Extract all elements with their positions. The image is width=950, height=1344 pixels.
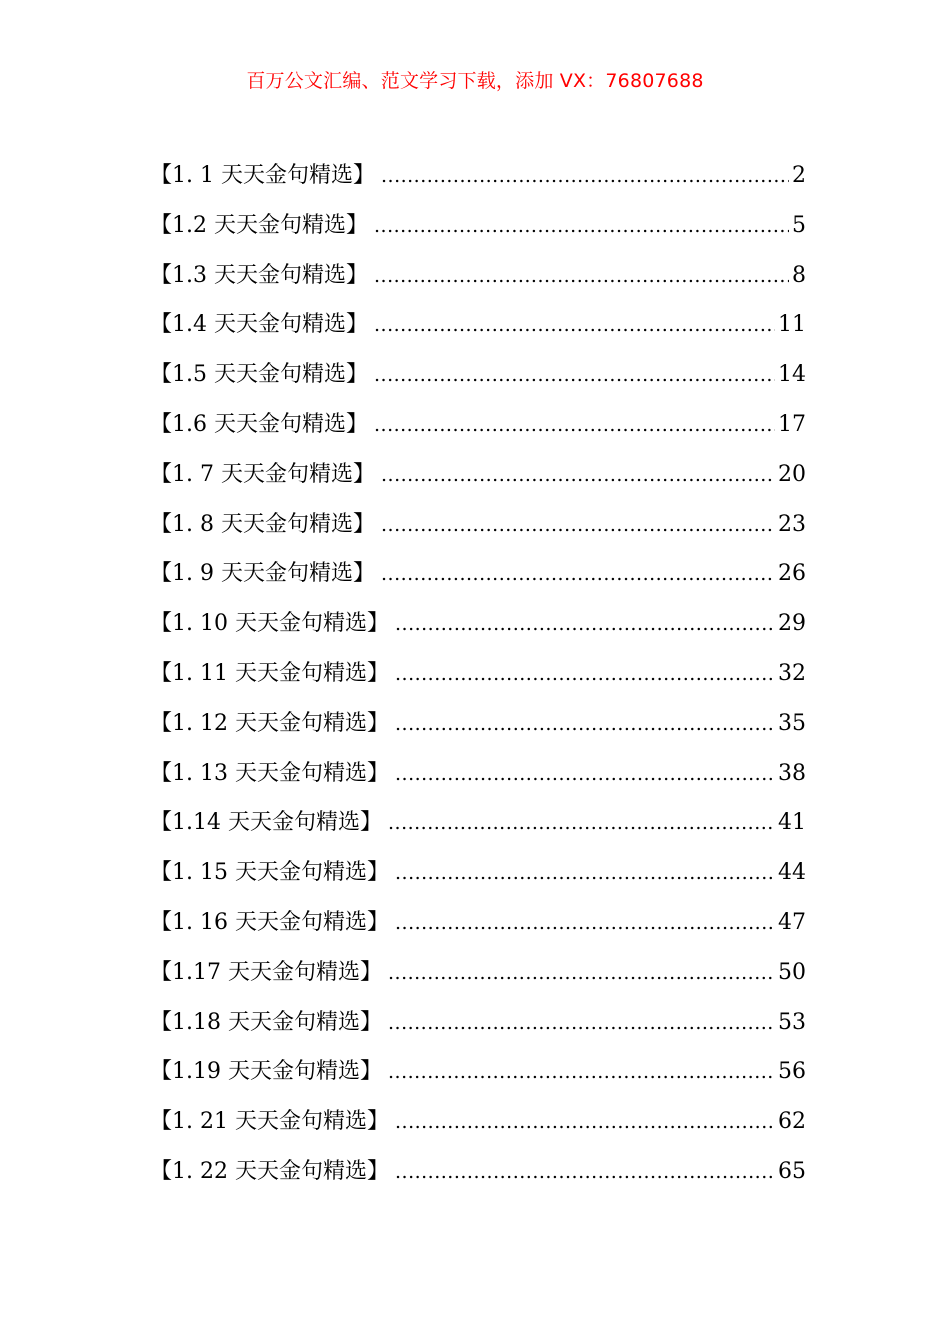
toc-entry-title: 【1. 8 天天金句精选】 — [150, 511, 375, 537]
toc-entry-title: 【1. 16 天天金句精选】 — [150, 909, 389, 935]
toc-entry[interactable] — [150, 1005, 806, 1055]
toc-dot-leader — [374, 208, 789, 244]
toc-entry-title: 【1. 11 天天金句精选】 — [150, 660, 389, 686]
toc-entry[interactable] — [150, 855, 806, 905]
toc-entry[interactable] — [150, 1154, 806, 1204]
toc-entry-page-number: 20 — [778, 461, 806, 487]
toc-entry-page-number: 32 — [778, 660, 806, 686]
toc-entry-page-number: 17 — [778, 411, 806, 437]
toc-entry-title: 【1.6 天天金句精选】 — [150, 411, 368, 437]
toc-dot-leader — [395, 1104, 775, 1140]
toc-dot-leader — [374, 258, 789, 294]
toc-entry[interactable] — [150, 756, 806, 806]
toc-entry-title: 【1.5 天天金句精选】 — [150, 362, 368, 388]
toc-entry[interactable] — [150, 407, 806, 457]
toc-entry-page-number: 41 — [778, 810, 806, 836]
toc-entry-page-number: 8 — [792, 262, 806, 288]
toc-dot-leader — [381, 507, 775, 543]
toc-entry-title: 【1. 1 天天金句精选】 — [150, 163, 375, 188]
toc-entry[interactable] — [150, 307, 806, 357]
toc-entry-page-number: 50 — [778, 959, 806, 985]
toc-dot-leader — [388, 1054, 775, 1090]
toc-dot-leader — [395, 905, 775, 941]
toc-entry-title: 【1. 21 天天金句精选】 — [150, 1109, 389, 1135]
toc-entry-page-number: 2 — [792, 163, 806, 188]
toc-entry-page-number: 65 — [778, 1158, 806, 1184]
table-of-contents — [150, 158, 806, 1204]
toc-dot-leader — [395, 706, 775, 742]
toc-dot-leader — [381, 158, 789, 194]
toc-entry-page-number: 14 — [778, 362, 806, 388]
toc-entry[interactable] — [150, 606, 806, 656]
toc-entry-page-number: 11 — [778, 312, 806, 338]
toc-dot-leader — [395, 656, 775, 692]
toc-entry[interactable] — [150, 905, 806, 955]
toc-dot-leader — [395, 1154, 775, 1190]
toc-entry-title: 【1. 7 天天金句精选】 — [150, 461, 375, 487]
toc-entry-title: 【1.14 天天金句精选】 — [150, 810, 382, 836]
toc-entry-page-number: 53 — [778, 1009, 806, 1035]
toc-entry[interactable] — [150, 457, 806, 507]
toc-entry[interactable] — [150, 357, 806, 407]
toc-entry[interactable] — [150, 1104, 806, 1154]
toc-dot-leader — [395, 606, 775, 642]
toc-dot-leader — [374, 307, 775, 343]
toc-entry-title: 【1. 22 天天金句精选】 — [150, 1158, 389, 1184]
toc-entry-title: 【1. 12 天天金句精选】 — [150, 710, 389, 736]
toc-dot-leader — [388, 955, 775, 991]
toc-entry-page-number: 44 — [778, 860, 806, 886]
toc-dot-leader — [374, 407, 775, 443]
toc-entry[interactable] — [150, 258, 806, 308]
toc-entry[interactable] — [150, 208, 806, 258]
toc-entry-title: 【1. 9 天天金句精选】 — [150, 561, 375, 587]
toc-entry-title: 【1.17 天天金句精选】 — [150, 959, 382, 985]
toc-entry[interactable] — [150, 158, 806, 208]
toc-entry-page-number: 29 — [778, 611, 806, 637]
toc-entry-page-number: 26 — [778, 561, 806, 587]
toc-entry-page-number: 56 — [778, 1059, 806, 1085]
toc-entry[interactable] — [150, 805, 806, 855]
toc-entry-page-number: 35 — [778, 710, 806, 736]
toc-dot-leader — [395, 855, 775, 891]
toc-entry[interactable] — [150, 1054, 806, 1104]
page-header-notice: 百万公文汇编、范文学习下载，添加 VX：76807688 — [246, 70, 704, 92]
toc-entry[interactable] — [150, 955, 806, 1005]
toc-entry[interactable] — [150, 507, 806, 557]
toc-entry-page-number: 23 — [778, 511, 806, 537]
toc-entry-title: 【1.19 天天金句精选】 — [150, 1059, 382, 1085]
toc-entry[interactable] — [150, 706, 806, 756]
toc-entry-page-number: 62 — [778, 1109, 806, 1135]
toc-entry[interactable] — [150, 556, 806, 606]
toc-dot-leader — [374, 357, 775, 393]
toc-entry-page-number: 5 — [792, 212, 806, 238]
toc-entry[interactable] — [150, 656, 806, 706]
toc-entry-title: 【1. 15 天天金句精选】 — [150, 860, 389, 886]
toc-entry-title: 【1. 13 天天金句精选】 — [150, 760, 389, 786]
toc-entry-page-number: 38 — [778, 760, 806, 786]
toc-dot-leader — [381, 556, 775, 592]
toc-entry-title: 【1.3 天天金句精选】 — [150, 262, 368, 288]
toc-entry-title: 【1. 10 天天金句精选】 — [150, 611, 389, 637]
toc-dot-leader — [381, 457, 775, 493]
toc-dot-leader — [388, 1005, 775, 1041]
toc-dot-leader — [395, 756, 775, 792]
toc-entry-title: 【1.2 天天金句精选】 — [150, 212, 368, 238]
toc-entry-title: 【1.4 天天金句精选】 — [150, 312, 368, 338]
toc-dot-leader — [388, 805, 775, 841]
toc-entry-page-number: 47 — [778, 909, 806, 935]
toc-entry-title: 【1.18 天天金句精选】 — [150, 1009, 382, 1035]
